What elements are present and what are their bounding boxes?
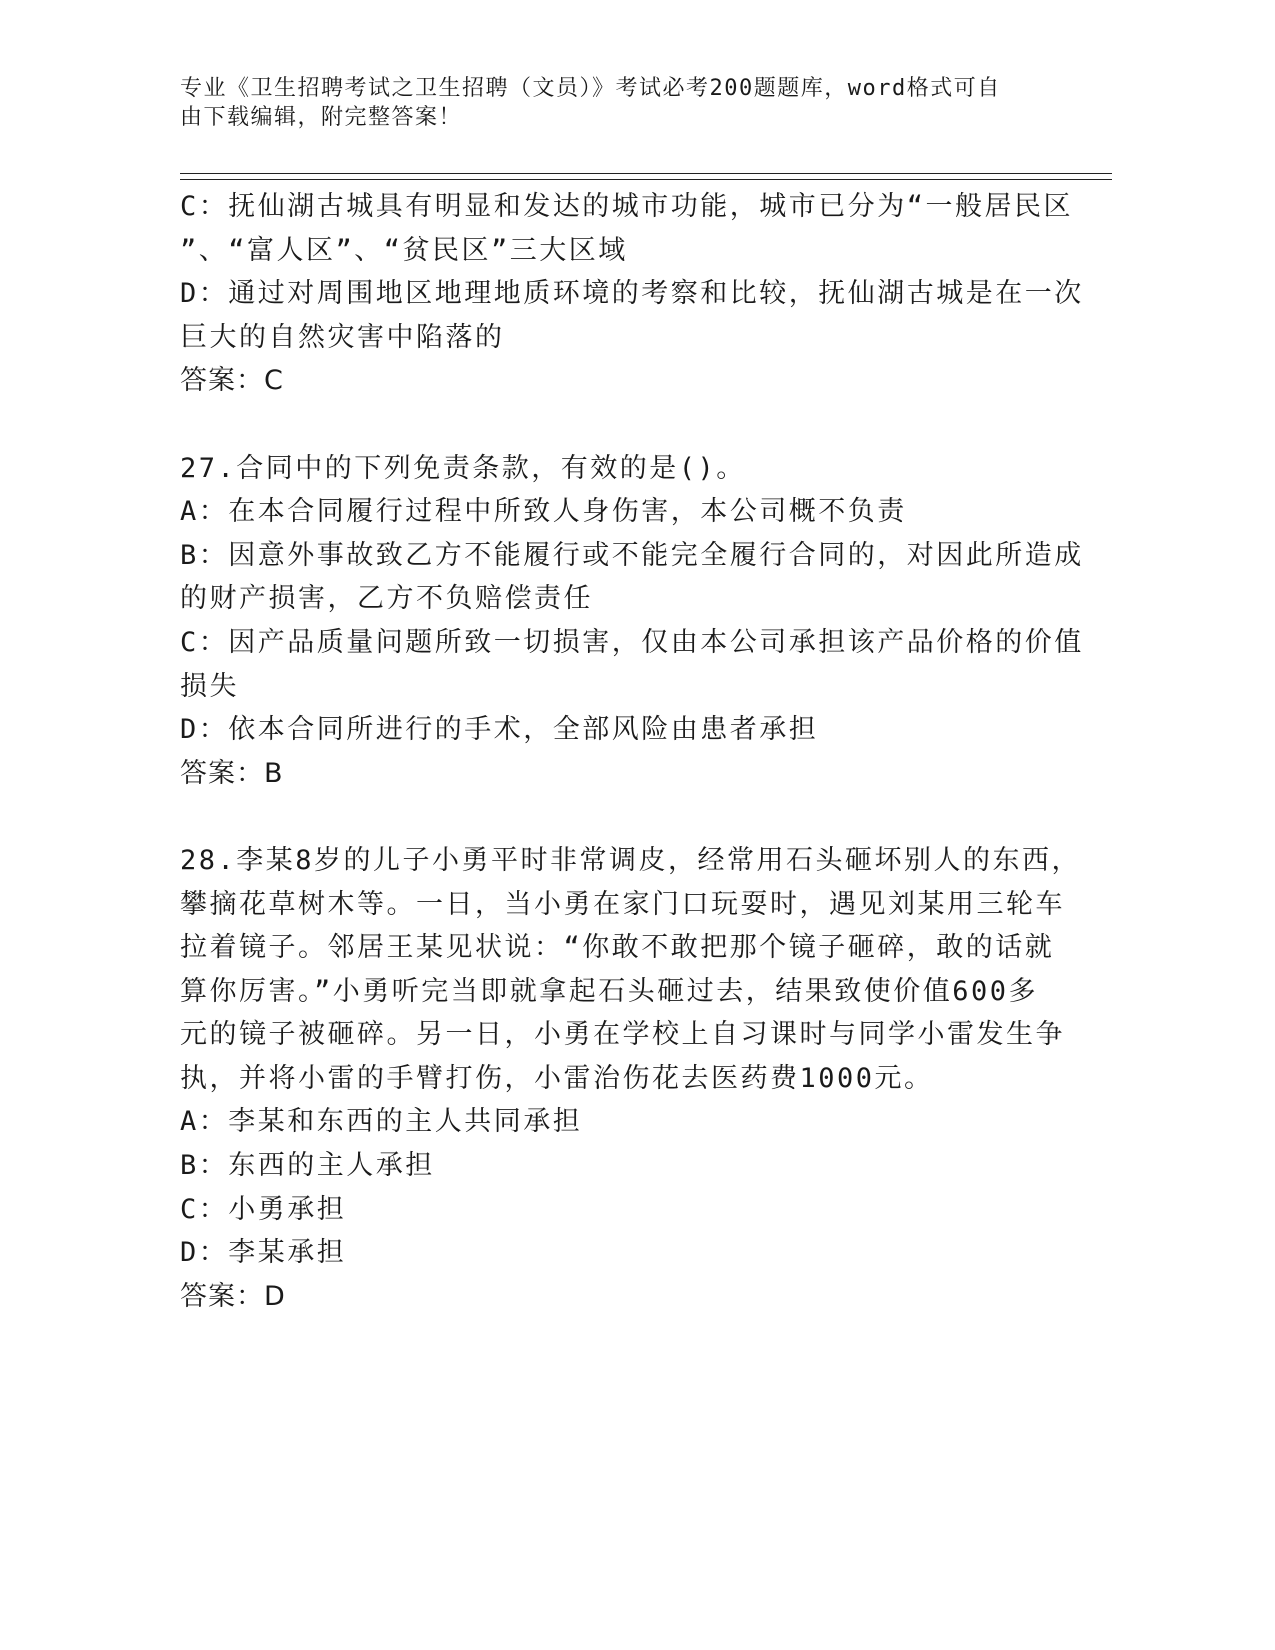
- q26-answer: 答案：C: [180, 365, 284, 397]
- q26-option-c-line-1: C：抚仙湖古城具有明显和发达的城市功能，城市已分为“一般居民区: [180, 191, 1074, 222]
- spacer: [180, 403, 1060, 447]
- q27-answer: 答案：B: [180, 757, 284, 789]
- document-body: [180, 185, 1084, 1318]
- q27-option-b-line-2: 的财产损害，乙方不负赔偿责任: [180, 583, 593, 615]
- q28-option-a: A：李某和东西的主人共同承担: [180, 1106, 583, 1138]
- q28-question-line-6: 执，并将小雷的手臂打伤，小雷治伤花去医药费1000元。: [180, 1062, 934, 1094]
- q27-option-c-line-2: 损失: [180, 670, 239, 702]
- q26-option-d-line-2: 巨大的自然灾害中陷落的: [180, 321, 505, 353]
- q28-answer: 答案：D: [180, 1280, 286, 1312]
- q28-option-c: C：小勇承担: [180, 1193, 347, 1225]
- spacer: [180, 795, 1060, 839]
- q27-option-c-line-1: C：因产品质量问题所致一切损害，仅由本公司承担该产品价格的价值: [180, 626, 1084, 658]
- question-28-block: [180, 839, 1082, 1319]
- q28-question-line-1: 28.李某8岁的儿子小勇平时非常调皮，经常用石头砸坏别人的东西，: [180, 844, 1082, 876]
- question-26-block: [180, 185, 1084, 403]
- document-header: [180, 74, 1060, 132]
- q28-option-d: D：李某承担: [180, 1237, 347, 1269]
- question-27-block: [180, 447, 1084, 796]
- q28-question-line-5: 元的镜子被砸碎。另一日，小勇在学校上自习课时与同学小雷发生争: [180, 1019, 1065, 1051]
- header-title-line-2: 由下载编辑，附完整答案！: [180, 105, 463, 130]
- header-title-line-1: 专业《卫生招聘考试之卫生招聘（文员）》考试必考200题题库，word格式可自: [180, 76, 1001, 101]
- q27-option-d: D：依本合同所进行的手术，全部风险由患者承担: [180, 714, 819, 746]
- header-divider-bottom: [180, 179, 1112, 180]
- q27-option-a: A：在本合同履行过程中所致人身伤害，本公司概不负责: [180, 496, 907, 528]
- q28-question-line-2: 攀摘花草树木等。一日，当小勇在家门口玩耍时，遇见刘某用三轮车: [180, 888, 1065, 920]
- header-divider-top: [180, 173, 1112, 174]
- q28-option-b: B：东西的主人承担: [180, 1150, 435, 1182]
- q26-option-d-line-1: D：通过对周围地区地理地质环境的考察和比较，抚仙湖古城是在一次: [180, 278, 1084, 310]
- q27-option-b-line-1: B：因意外事故致乙方不能履行或不能完全履行合同的，对因此所造成: [180, 539, 1084, 571]
- q27-question: 27.合同中的下列免责条款，有效的是()。: [180, 452, 746, 484]
- q26-option-c-line-2: ”、“富人区”、“贫民区”三大区域: [180, 234, 628, 266]
- q28-question-line-4: 算你厉害。”小勇听完当即就拿起石头砸过去，结果致使价值600多: [180, 975, 1039, 1007]
- q28-question-line-3: 拉着镜子。邻居王某见状说：“你敢不敢把那个镜子砸碎，敢的话就: [180, 932, 1055, 964]
